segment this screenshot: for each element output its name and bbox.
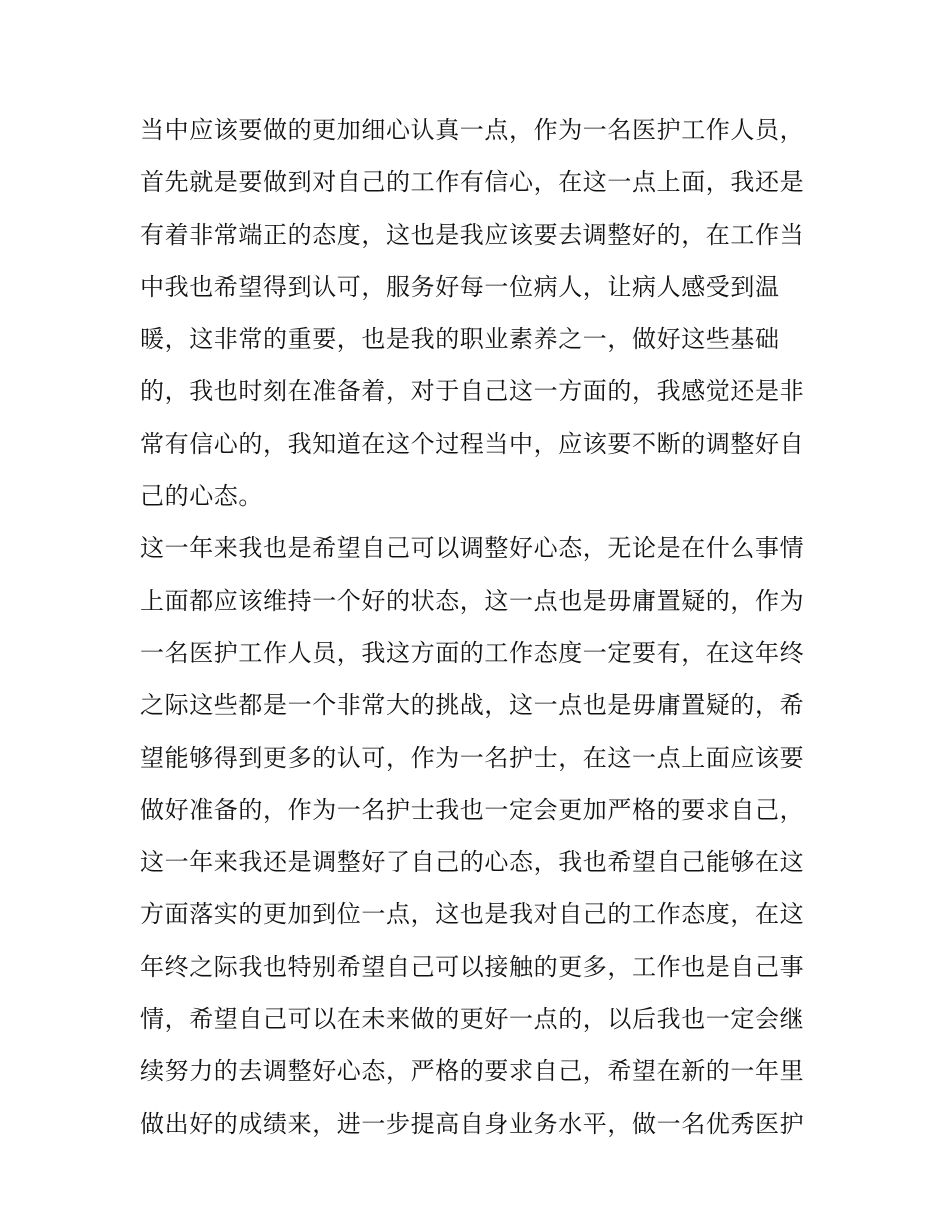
text-line: 续努力的去调整好心态，严格的要求自己，希望在新的一年里 [140,1057,805,1086]
text-line: 做出好的成绩来，进一步提高自身业务水平，做一名优秀医护 [140,1109,805,1138]
text-line: 方面落实的更加到位一点，这也是我对自己的工作态度，在这 [140,900,805,929]
text-line: 的，我也时刻在准备着，对于自己这一方面的，我感觉还是非 [140,377,805,406]
text-line: 望能够得到更多的认可，作为一名护士，在这一点上面应该要 [140,743,805,772]
body-text [140,104,820,1150]
text-line: 上面都应该维持一个好的状态，这一点也是毋庸置疑的，作为 [140,586,805,615]
text-line: 常有信心的，我知道在这个过程当中，应该要不断的调整好自 [140,429,805,458]
text-line: 中我也希望得到认可，服务好每一位病人，让病人感受到温 [140,272,780,301]
text-line: 这一年来我还是调整好了自己的心态，我也希望自己能够在这 [140,848,805,877]
text-line: 之际这些都是一个非常大的挑战，这一点也是毋庸置疑的，希 [140,691,805,720]
text-line: 一名医护工作人员，我这方面的工作态度一定要有，在这年终 [140,638,805,667]
text-line: 有着非常端正的态度，这也是我应该要去调整好的，在工作当 [140,220,805,249]
text-line: 己的心态。 [140,482,263,511]
text-line: 当中应该要做的更加细心认真一点，作为一名医护工作人员， [140,116,805,144]
text-line: 暖，这非常的重要，也是我的职业素养之一，做好这些基础 [140,325,780,354]
text-line: 做好准备的，作为一名护士我也一定会更加严格的要求自己， [140,795,805,824]
text-line: 这一年来我也是希望自己可以调整好心态，无论是在什么事情 [140,534,805,563]
text-line: 首先就是要做到对自己的工作有信心，在这一点上面，我还是 [140,168,805,197]
text-line: 情，希望自己可以在未来做的更好一点的，以后我也一定会继 [140,1005,805,1034]
text-line: 年终之际我也特别希望自己可以接触的更多，工作也是自己事 [140,952,805,981]
